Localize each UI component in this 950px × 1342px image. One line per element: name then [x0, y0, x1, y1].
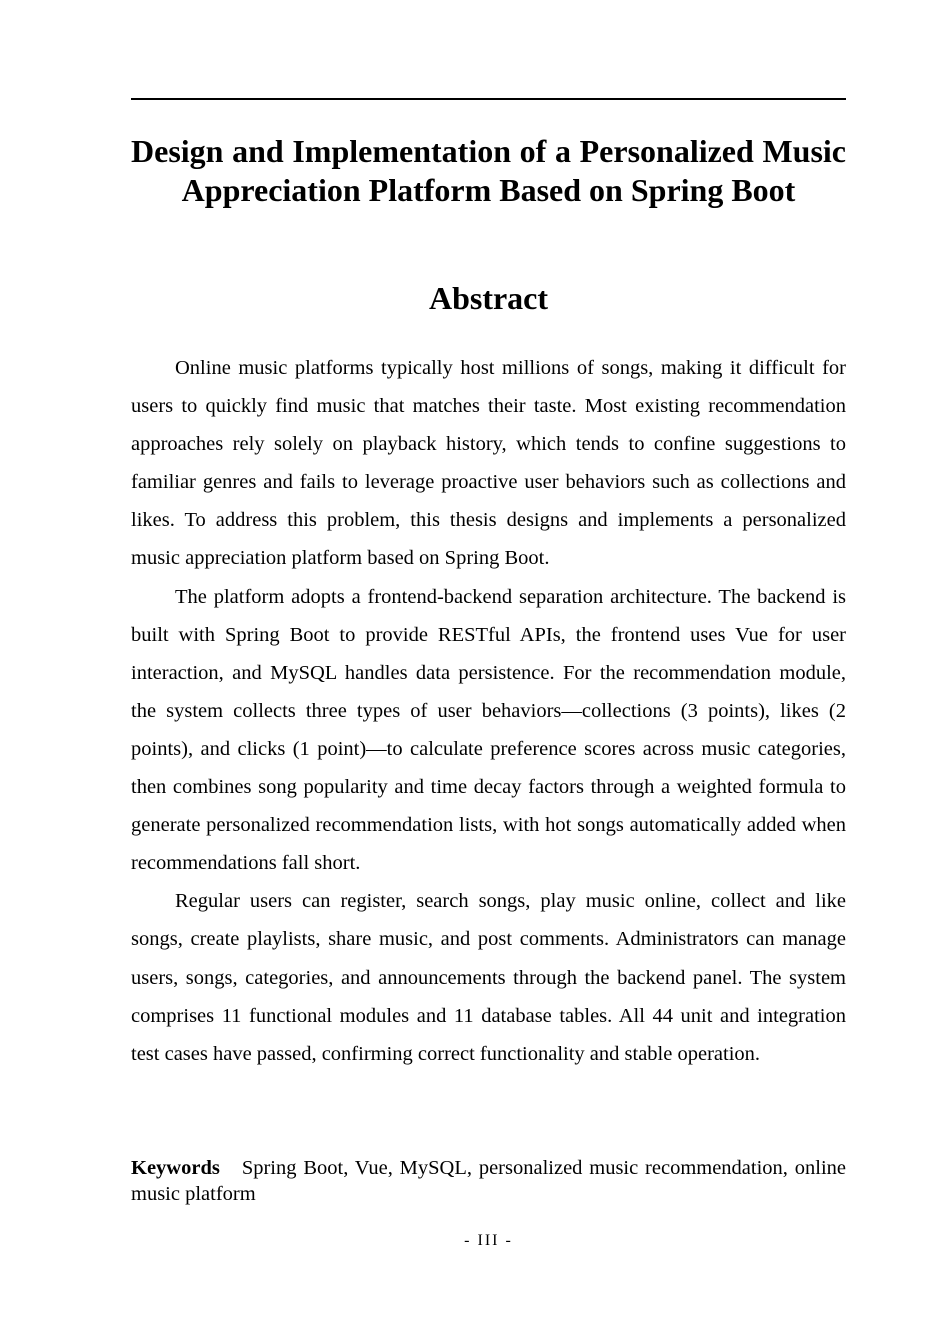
- abstract-heading: Abstract: [428, 280, 549, 316]
- header-rule: [131, 98, 846, 100]
- thesis-title: Design and Implementation of a Personalized Music Appreciation Platform Based on Spring Boot: [131, 133, 846, 208]
- keywords-label: Keywords: [131, 1157, 220, 1179]
- page-number: - III -: [464, 1232, 513, 1249]
- abstract-paragraph-1: Online music platforms typically host millions of songs, making it difficult for users to quickly find music that matches their taste. Most existing recommendation approaches rely solely on playback history, which tends to confine suggestions to familiar genres and fails to leverage proactive user behaviors such as collections and likes. To address this problem, this thesis designs and implements a personalized music appreciation platform based on Spring Boot.: [131, 357, 846, 570]
- keywords-line: [131, 1155, 846, 1207]
- keywords-text: Spring Boot, Vue, MySQL, personalized music recommendation, online music platform: [131, 1157, 846, 1205]
- abstract-paragraph-2: The platform adopts a frontend-backend separation architecture. The backend is built with Spring Boot to provide RESTful APIs, the frontend uses Vue for user interaction, and MySQL handles data persistence. For the recommendation module, the system collects three types of user behaviors—collections (3 points), likes (2 points), and clicks (1 point)—to calculate preference scores across music categories, then combines song popularity and time decay factors through a weighted formula to generate personalized recommendation lists, with hot songs automatically added when recommendations fall short.: [131, 585, 846, 875]
- abstract-body: [131, 349, 846, 1073]
- abstract-paragraph-3: Regular users can register, search songs, play music online, collect and like songs, create playlists, share music, and post comments. Administrators can manage users, songs, categories, and announcements through the backend panel. The system comprises 11 functional modules and 11 database tables. All 44 unit and integration test cases have passed, confirming correct functionality and stable operation.: [131, 890, 846, 1065]
